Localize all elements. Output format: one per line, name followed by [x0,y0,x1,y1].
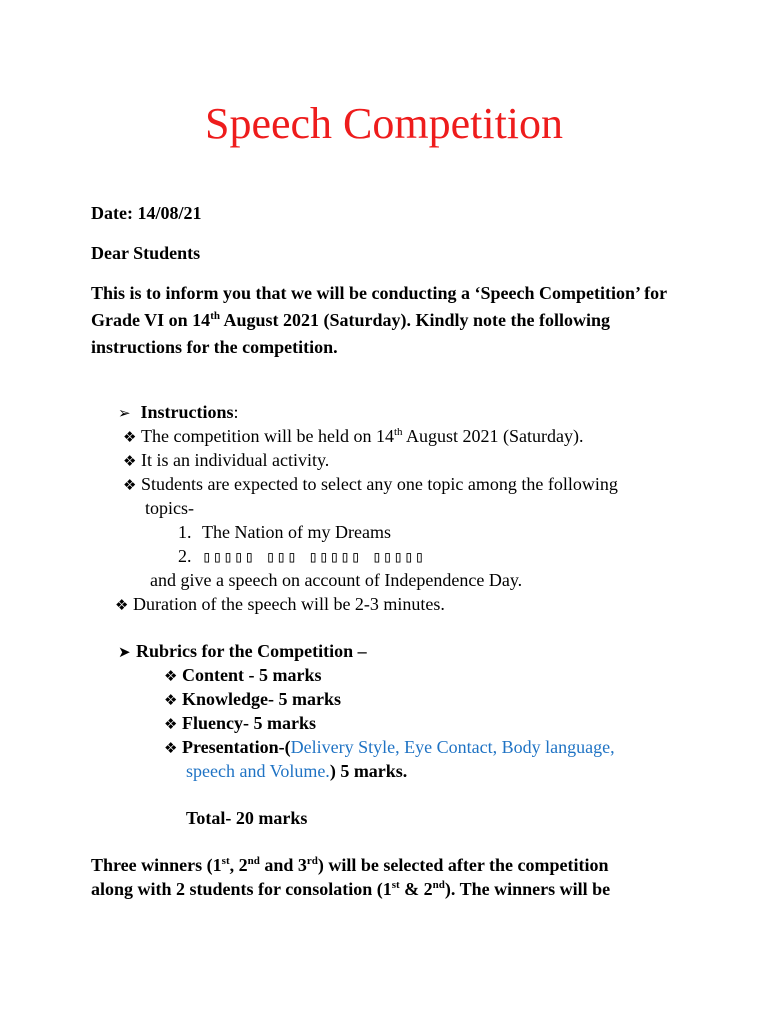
arrowhead-bullet-icon: ➤ [118,643,131,661]
four-diamond-bullet-icon: ❖ [123,476,137,494]
four-diamond-bullet-icon: ❖ [164,739,178,757]
winners-text: along with 2 students for consolation (1 [91,879,392,899]
instruction-text: August 2021 (Saturday). [402,426,584,446]
rubric-text: Content - 5 marks [182,665,322,685]
rubric-item [164,663,322,688]
instruction-text: Duration of the speech will be 2-3 minutes. [133,594,445,614]
arrowhead-bullet-icon: ➢ [118,404,131,422]
winners-sup: st [391,879,400,891]
winners-line-2 [91,877,610,901]
four-diamond-bullet-icon: ❖ [115,596,129,614]
rubrics-heading: Rubrics for the Competition – [136,641,367,661]
four-diamond-bullet-icon: ❖ [164,691,178,709]
instruction-superscript: th [393,426,403,438]
winners-text: , 2 [229,855,248,875]
topic-number: 2. [178,546,192,566]
instruction-item [115,592,445,617]
rubric-item [164,711,316,736]
winners-text: ) will be selected after the competition [317,855,609,875]
four-diamond-bullet-icon: ❖ [164,715,178,733]
rubric-close: ) [329,761,336,781]
topic-text-unrendered-script: ▯▯▯▯▯ ▯▯▯ ▯▯▯▯▯ ▯▯▯▯▯ [202,547,426,566]
winners-sup: nd [432,879,445,891]
page-title: Speech Competition [204,99,564,148]
intro-text-1: This is to inform you that we will be conducting a ‘Speech Competition’ for Grade VI on 14 [91,283,667,330]
rubric-marks: 5 marks. [335,761,408,781]
instructions-heading: Instructions [140,402,234,422]
instructions-heading-row [118,400,239,425]
rubrics-heading-row [118,639,367,664]
intro-text-2: August 2021 (Saturday). Kindly note the following instructions for the competition. [91,310,611,357]
four-diamond-bullet-icon: ❖ [123,452,137,470]
rubric-text: Fluency- 5 marks [182,713,316,733]
winners-sup: st [221,855,230,867]
rubric-label: Presentation-( [182,737,291,757]
rubric-item [164,687,341,712]
four-diamond-bullet-icon: ❖ [123,428,137,446]
date-line: Date: 14/08/21 [91,203,202,223]
instruction-text: The competition will be held on 14 [141,426,394,446]
rubric-continuation [186,759,407,783]
rubric-text: Knowledge- 5 marks [182,689,341,709]
topic-item [178,520,391,544]
rubric-total: Total- 20 marks [186,808,308,828]
winners-text: Three winners (1 [91,855,222,875]
instruction-item [123,472,618,497]
instruction-item [123,424,584,449]
winners-line-1 [91,853,609,877]
topic-item [178,544,425,569]
topic-number: 1. [178,522,192,542]
intro-superscript: th [210,310,220,322]
winners-text: & 2 [399,879,433,899]
topic-text: The Nation of my Dreams [202,522,391,542]
instruction-text: It is an individual activity. [141,450,330,470]
rubric-item [164,735,615,760]
rubric-detail: Delivery Style, Eye Contact, Body language, [290,737,615,757]
rubric-detail: speech and Volume. [186,761,330,781]
winners-sup: nd [247,855,260,867]
greeting: Dear Students [91,243,201,263]
instruction-text: Students are expected to select any one topic among the following [141,474,618,494]
winners-text: and 3 [259,855,307,875]
instructions-colon: : [233,402,239,422]
intro-paragraph [91,280,691,361]
winners-sup: rd [306,855,318,867]
instruction-item [123,448,329,473]
four-diamond-bullet-icon: ❖ [164,667,178,685]
winners-text: ). The winners will be [444,879,611,899]
topics-followup: and give a speech on account of Independence Day. [150,570,523,590]
instruction-continuation: topics- [145,498,194,518]
